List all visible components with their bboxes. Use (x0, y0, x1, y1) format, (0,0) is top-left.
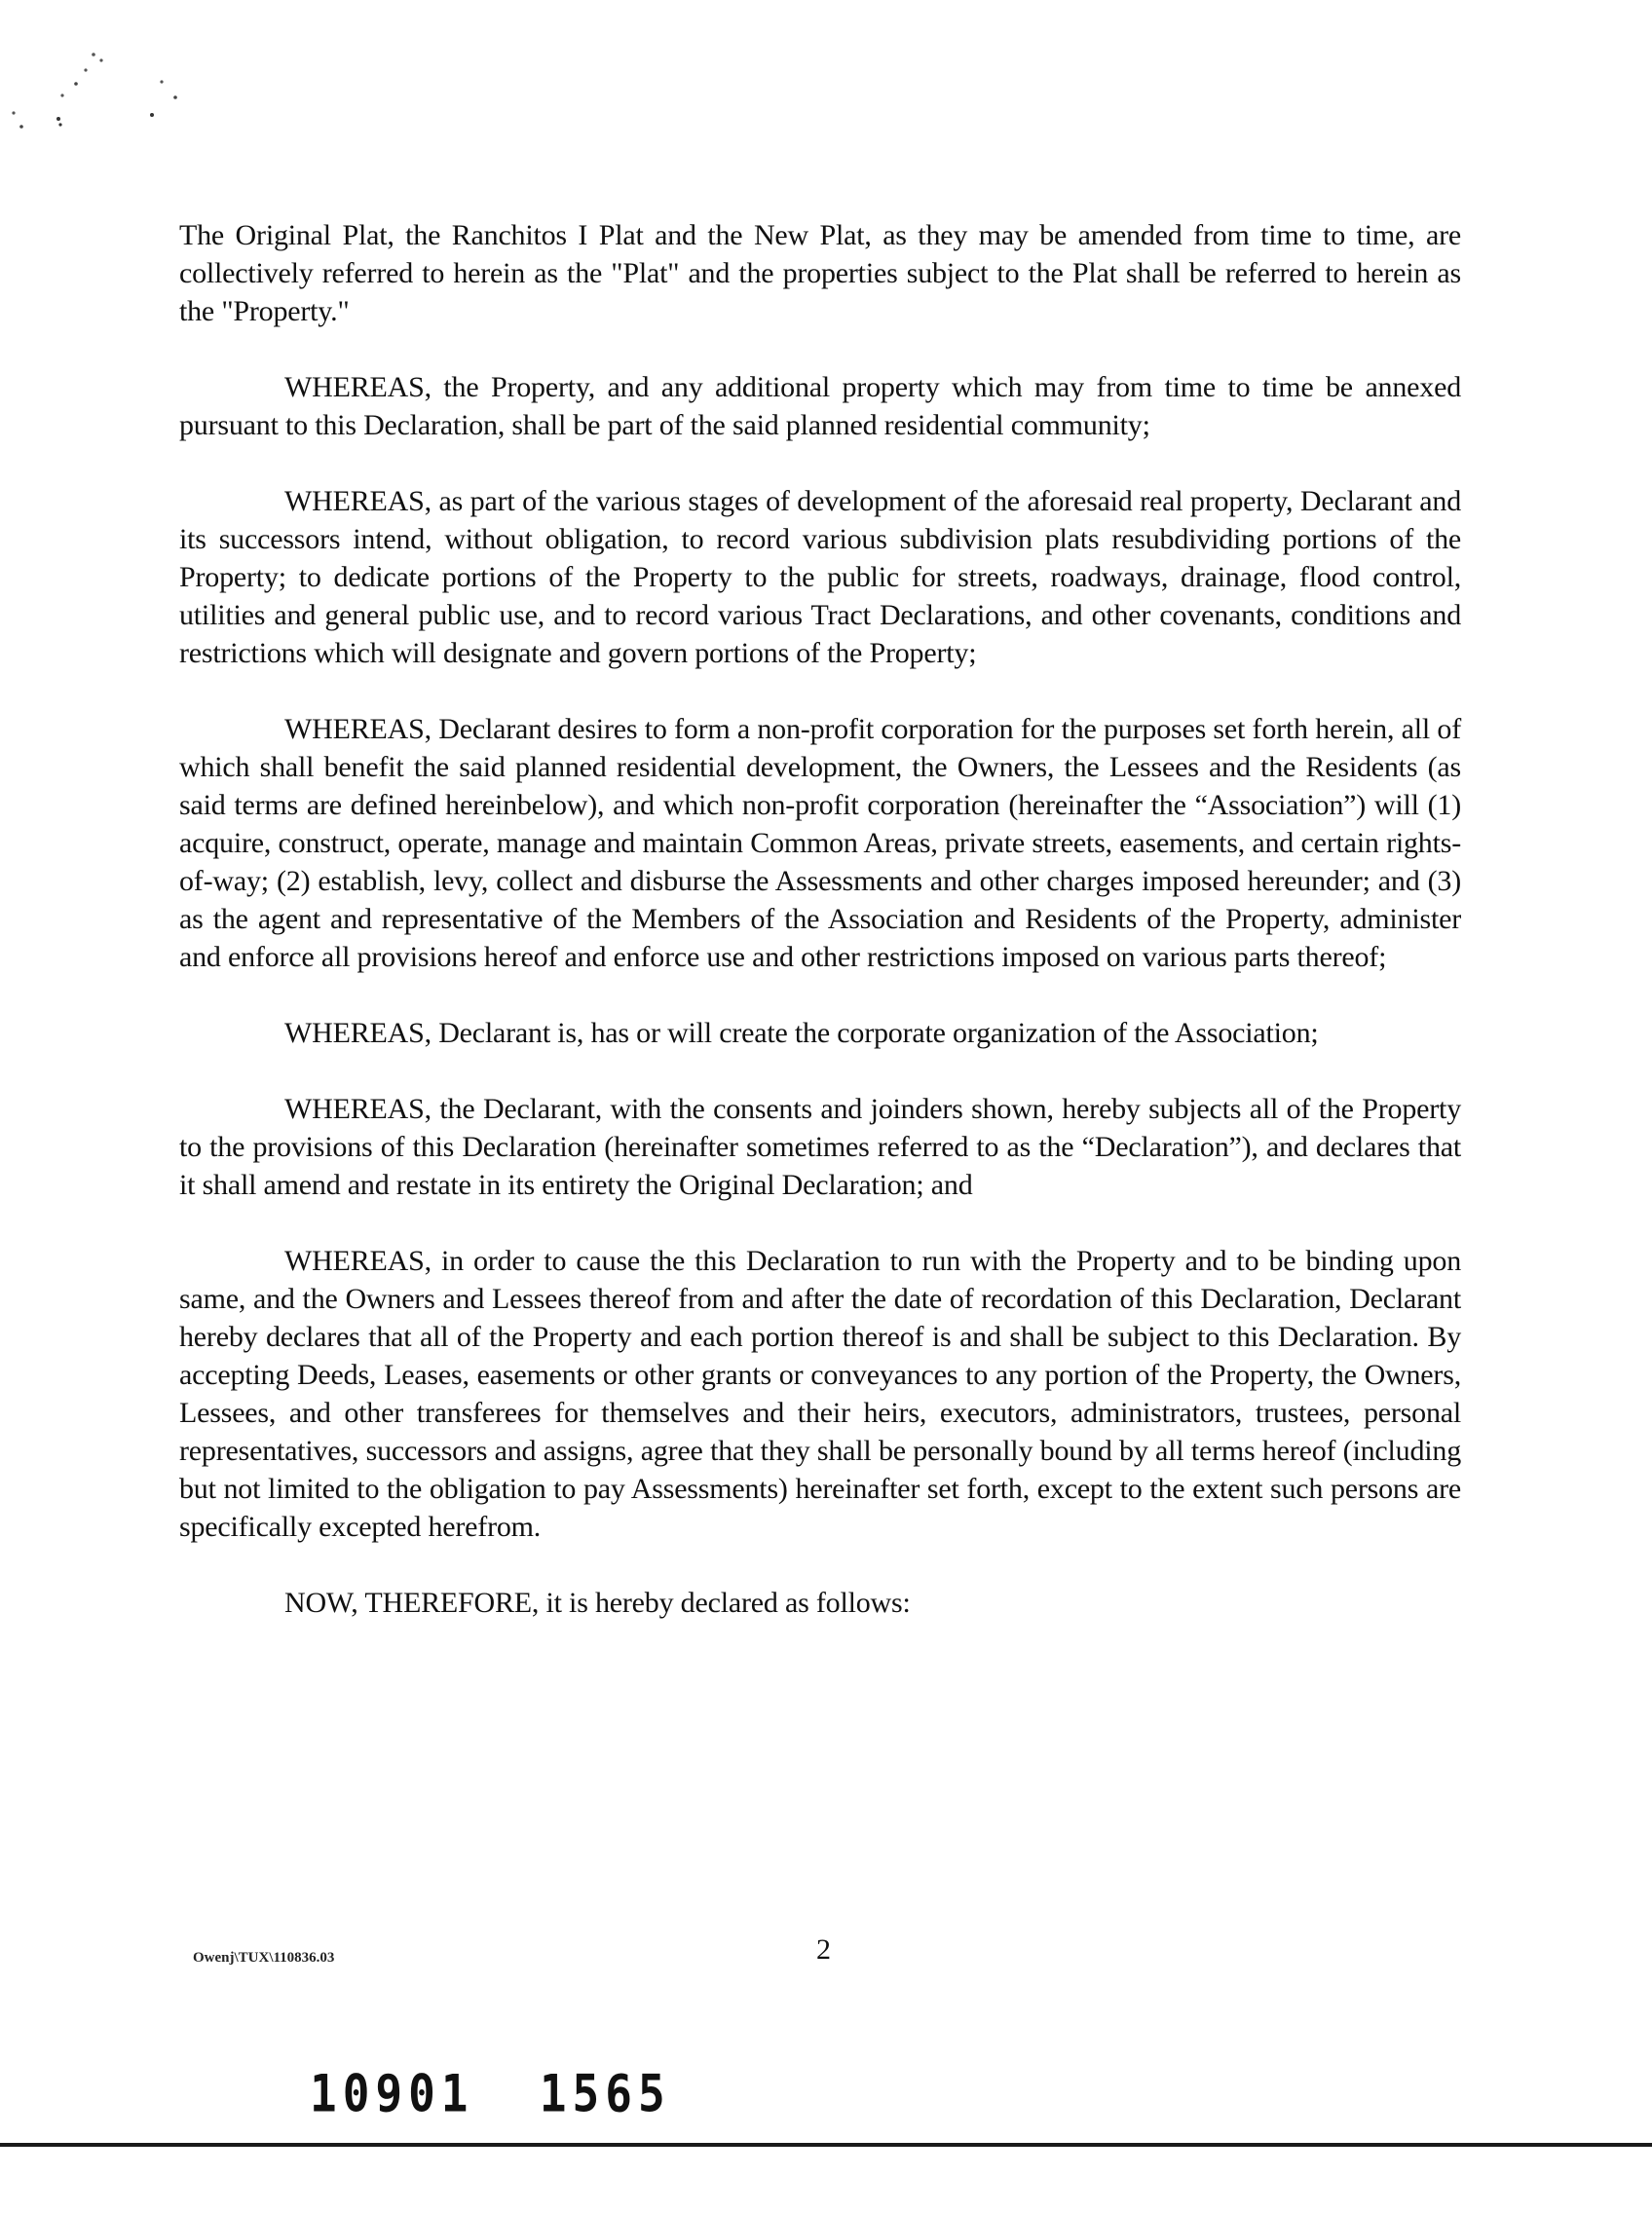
paragraph-now-therefore: NOW, THEREFORE, it is hereby declared as follows: (284, 1587, 911, 1619)
paragraph-whereas-development: WHEREAS, as part of the various stages of development of the aforesaid real property, Declarant and its successors intend, without obligation, to record various subdivision plats resubdividing portions of the Property; to dedicate portions of the Property to the public for streets, roadways, drainage, flood control, utilities and general public use, and to record various Tract Declarations, and other covenants, conditions and restrictions which will designate and govern portions of the Property; (179, 485, 1461, 669)
paragraph-whereas-association: WHEREAS, Declarant desires to form a non-profit corporation for the purposes set forth herein, all of which shall benefit the said planned residential development, the Owners, the Lessees and the Residents (as said terms are defined hereinbelow), and which non-profit corporation (hereinafter the “Association”) will (1) acquire, construct, operate, manage and maintain Common Areas, private streets, easements, and certain rights-of-way; (2) establish, levy, collect and disburse the Assessments and other charges imposed hereunder; and (3) as the agent and representative of the Members of the Association and Residents of the Property, administer and enforce all provisions hereof and enforce use and other restrictions imposed on various parts thereof; (179, 713, 1461, 973)
paragraph-plat-definition: The Original Plat, the Ranchitos I Plat and the New Plat, as they may be amended from time to time, are collectively referred to herein as the "Plat" and the properties subject to the Plat shall be referred to herein as the "Property." (179, 219, 1461, 327)
paragraph-whereas-annexation: WHEREAS, the Property, and any additional property which may from time to time be annexed pursuant to this Declaration, shall be part of the said planned residential community; (179, 371, 1461, 441)
recording-stamp-number: 10901 1565 (310, 2063, 671, 2124)
paragraph-whereas-binding: WHEREAS, in order to cause the this Declaration to run with the Property and to be binding upon same, and the Owners and Lessees thereof from and after the date of recordation of this Declaration, Declarant hereby declares that all of the Property and each portion thereof is and shall be subject to this Declaration. By accepting Deeds, Leases, easements or other grants or conveyances to any portion of the Property, the Owners, Lessees, and other transferees for themselves and their heirs, executors, administrators, trustees, personal representatives, successors and assigns, agree that they shall be personally bound by all terms hereof (including but not limited to the obligation to pay Assessments) hereinafter set forth, except to the extent such persons are specifically excepted herefrom. (179, 1245, 1461, 1543)
paragraph-whereas-corporate-organization: WHEREAS, Declarant is, has or will create the corporate organization of the Association; (284, 1017, 1319, 1049)
paragraph-whereas-subjects-property: WHEREAS, the Declarant, with the consents and joinders shown, hereby subjects all of the Property to the provisions of this Declaration (hereinafter sometimes referred to as the “Declaration”), and declares that it shall amend and restate in its entirety the Original Declaration; and (179, 1093, 1461, 1201)
footer-file-reference: Owenj\TUX\110836.03 (193, 1950, 335, 1966)
document-body (179, 216, 1461, 1660)
page-number: 2 (816, 1933, 831, 1966)
scan-speckle-marks (0, 0, 214, 156)
bottom-divider-line (0, 2143, 1652, 2147)
